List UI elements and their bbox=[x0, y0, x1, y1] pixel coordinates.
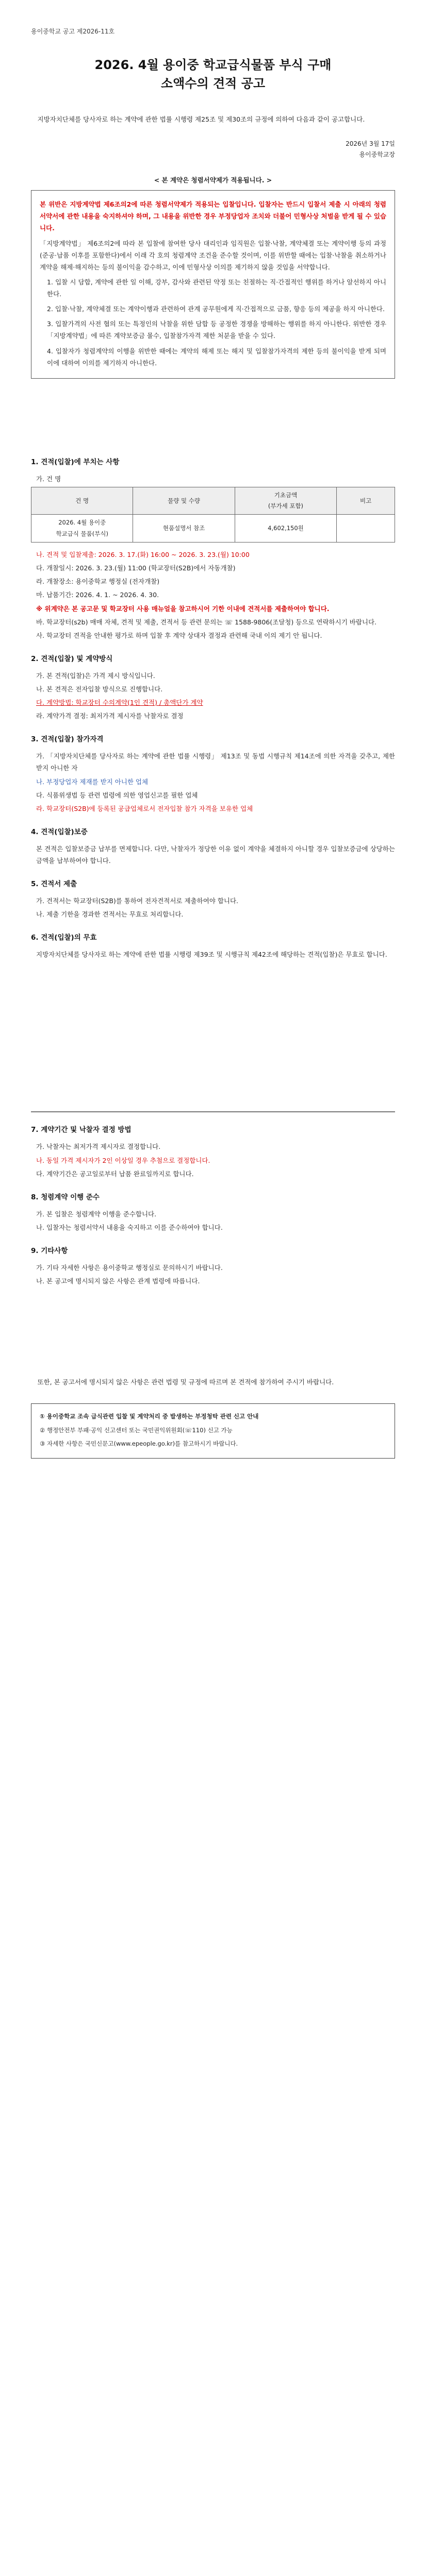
table-header-row bbox=[31, 487, 395, 515]
table-cell: 2026. 4월 용이중 학교급식 물품(부식) bbox=[31, 515, 133, 543]
section-2-title: 2. 견적(입찰) 및 계약방식 bbox=[31, 654, 113, 663]
table-cell: 현품설명서 참조 bbox=[133, 515, 235, 543]
section-3-list bbox=[31, 750, 395, 815]
section-9-list bbox=[31, 1262, 395, 1287]
table-cell: 4,602,150원 bbox=[235, 515, 336, 543]
section-5-list bbox=[31, 895, 395, 920]
list-item: 나. 동일 가격 제시자가 2인 이상일 경우 추첨으로 결정합니다. bbox=[36, 1156, 210, 1164]
section-9-title: 9. 기타사항 bbox=[31, 1247, 68, 1256]
list-item: 다. 식품위생법 등 관련 법령에 의한 영업신고를 필한 업체 bbox=[36, 791, 198, 799]
list-item: 다. 개찰일시: 2026. 3. 23.(월) 11:00 (학교장터(S2B)에서 자동개찰) bbox=[36, 564, 236, 572]
col-header: 비고 bbox=[337, 487, 395, 515]
list-item: 가. 「지방자치단체를 당사자로 하는 계약에 관한 법률 시행령」 제13조 및 동법 시행규칙 제14조에 의한 자격을 갖추고, 제한 받지 아니한 자 bbox=[36, 752, 395, 772]
footnote-item: ① 용이중학교 조속 급식관련 입찰 및 계약처리 중 발생하는 부정청탁 관련 신고 안내 bbox=[40, 1413, 259, 1420]
list-item: 라. 계약가격 결정: 최저가격 제시자를 낙찰자로 결정 bbox=[36, 712, 184, 720]
section-4-title: 4. 견적(입찰)보증 bbox=[31, 827, 88, 836]
list-item: 가. 낙찰자는 최저가격 제시자로 결정합니다. bbox=[36, 1143, 161, 1151]
list-item: 가. 본 견적(입찰)은 가격 제시 방식입니다. bbox=[36, 671, 155, 680]
section-6-title: 6. 견적(입찰)의 무효 bbox=[31, 934, 97, 942]
section-7-title: 7. 계약기간 및 낙찰자 결정 방법 bbox=[31, 1126, 132, 1134]
report-info-box bbox=[31, 1403, 395, 1458]
pledge-item: 2. 입찰·낙찰, 계약체결 또는 계약이행과 관련하여 관계 공무원에게 직·간접적으로 금품, 향응 등의 제공을 하지 아니한다. bbox=[47, 305, 385, 313]
list-item: 다. 계약방법: 학교장터 수의계약(1인 견적) / 총액단가 계약 bbox=[36, 699, 203, 707]
pledge-box bbox=[31, 190, 395, 379]
intro-text: 지방자치단체를 당사자로 하는 계약에 관한 법률 시행령 제25조 및 제30조의 규정에 의하여 다음과 같이 공고합니다. bbox=[37, 115, 365, 124]
table-cell bbox=[337, 515, 395, 543]
section-7-list bbox=[31, 1141, 395, 1179]
title-line-2: 소액수의 견적 공고 bbox=[160, 76, 266, 91]
page-title bbox=[31, 56, 395, 93]
list-item: 마. 납품기간: 2026. 4. 1. ~ 2026. 4. 30. bbox=[36, 591, 159, 599]
list-item: 나. 본 공고에 명시되지 않은 사항은 관계 법령에 따릅니다. bbox=[36, 1277, 200, 1285]
section-divider bbox=[31, 1111, 395, 1112]
list-item: 라. 학교장터(S2B)에 등록된 공급업체로서 전자입찰 참가 자격을 보유한 업체 bbox=[36, 804, 253, 812]
pledge-item: 4. 입찰자가 청렴계약의 이행을 위반한 때에는 계약의 해제 또는 해지 및 입찰참가자격의 제한 등의 불이익을 받게 되며 이에 대하여 이의를 제기하지 아니한다. bbox=[47, 347, 386, 367]
pledge-warning: 본 위반은 지방계약법 제6조의2에 따른 청렴서약제가 적용되는 입찰입니다. 입찰자는 반드시 입찰서 제출 시 아래의 청렴서약서에 관한 내용을 숙지하셔야 하며, 그 내용을 위반한 경우 부정당업자 조치와 더불어 민형사상 처벌을 받게 될 수 있습니다. bbox=[40, 200, 386, 232]
pledge-item: 3. 입찰가격의 사전 협의 또는 특정인의 낙찰을 위한 담합 등 공정한 경쟁을 방해하는 행위를 하지 아니한다. 위반한 경우 「지방계약법」에 따른 계약보증금 몰수, 입찰참가자격 제한 처분을 받을 수 있다. bbox=[47, 320, 386, 340]
pledge-box-title: < 본 계약은 청렴서약제가 적용됩니다. > bbox=[154, 176, 272, 184]
list-item: 나. 견적 및 입찰제출: 2026. 3. 17.(화) 16:00 ~ 2026. 3. 23.(월) 10:00 bbox=[36, 551, 250, 558]
list-item: 가. 본 입찰은 청렴계약 이행을 준수합니다. bbox=[36, 1210, 157, 1218]
list-item: 지방자치단체를 당사자로 하는 계약에 관한 법률 시행령 제39조 및 시행규칙 제42조에 해당하는 견적(입찰)은 무효로 합니다. bbox=[36, 951, 387, 959]
section-8-list bbox=[31, 1208, 395, 1233]
item-table bbox=[31, 487, 395, 543]
footnote-item: ③ 자세한 사항은 국민신문고(www.epeople.go.kr)를 참고하시기 바랍니다. bbox=[40, 1439, 238, 1447]
section-1-list bbox=[31, 549, 395, 641]
list-item: 다. 계약기간은 공고일로부터 납품 완료일까지로 합니다. bbox=[36, 1170, 194, 1178]
item-name-label: 가. 건 명 bbox=[36, 474, 61, 483]
list-item: 나. 입찰자는 청렴서약서 내용을 숙지하고 이를 준수하여야 합니다. bbox=[36, 1223, 223, 1231]
title-line-1: 2026. 4월 용이중 학교급식물품 부식 구매 bbox=[94, 58, 332, 73]
notice-signer: 용이중학교장 bbox=[359, 150, 395, 158]
list-item: 사. 학교장터 견적을 안내한 평가로 하며 입찰 후 계약 상대자 결정과 관련해 국내 이의 제기 안 됩니다. bbox=[36, 631, 322, 639]
section-1-title: 1. 견적(입찰)에 부치는 사항 bbox=[31, 457, 120, 466]
table-row bbox=[31, 515, 395, 543]
list-item: 본 견적은 입찰보증금 납부를 면제합니다. 다만, 낙찰자가 정당한 이유 없이 계약을 체결하지 아니할 경우 입찰보증금에 상당하는 금액을 납부하여야 합니다. bbox=[36, 844, 395, 865]
list-item: ※ 위계약은 본 공고문 및 학교장터 사용 매뉴얼을 참고하시어 기한 이내에 견적서를 제출하여야 합니다. bbox=[36, 604, 330, 613]
col-header: 건 명 bbox=[31, 487, 133, 515]
list-item: 가. 견적서는 학교장터(S2B)를 통하여 전자견적서로 제출하여야 합니다. bbox=[36, 897, 239, 905]
pledge-statement: 「지방계약법」 제6조의2에 따라 본 입찰에 참여한 당사 대리인과 임직원은 입찰·낙찰, 계약체결 또는 계약이행 등의 과정(준공·납품 이후를 포함한다)에서 이래 각 호의 청렴계약 조건을 준수할 것이며, 이를 위반할 때에는 입찰·낙찰을 취소하거나 계약을 해제·해지하는 등의 불이익을 감수하고, 이에 민형사상 이의를 제기하지 않을 것임을 서약합니다. bbox=[40, 239, 386, 271]
list-item: 나. 부정당업자 제재를 받지 아니한 업체 bbox=[36, 777, 149, 786]
col-header: 물량 및 수량 bbox=[133, 487, 235, 515]
pledge-item: 1. 입찰 시 담합, 계약에 관한 일 이해, 강부, 감사와 관련된 약정 또는 친절하는 직·간접적인 행위를 하거나 알선하지 아니한다. bbox=[47, 278, 386, 298]
list-item: 바. 학교장터(s2b) 매매 자체, 견적 및 제출, 견적서 등 관련 문의는 ☏ 1588-9806(조달청) 등으로 연락하시기 바랍니다. bbox=[36, 618, 377, 626]
notice-meta bbox=[31, 139, 395, 160]
section-6-list bbox=[31, 948, 395, 960]
col-header: 기초금액 (부가세 포함) bbox=[235, 487, 336, 515]
list-item: 나. 본 견적은 전자입찰 방식으로 진행합니다. bbox=[36, 685, 163, 693]
list-item: 나. 제출 기한을 경과한 견적서는 무효로 처리합니다. bbox=[36, 910, 184, 919]
notice-number: 용이중학교 공고 제2026-11호 bbox=[31, 28, 115, 35]
list-item: 가. 기타 자세한 사항은 용이중학교 행정실로 문의하시기 바랍니다. bbox=[36, 1264, 223, 1272]
section-8-title: 8. 청렴계약 이행 준수 bbox=[31, 1193, 100, 1201]
list-item: 라. 개찰장소: 용이중학교 행정실 (전자개찰) bbox=[36, 578, 160, 586]
closing-text: 또한, 본 공고서에 명시되지 않은 사항은 관련 법령 및 규정에 따르며 본 견적에 참가하여 주시기 바랍니다. bbox=[37, 1378, 334, 1386]
section-3-title: 3. 견적(입찰) 참가자격 bbox=[31, 735, 104, 744]
section-4-list bbox=[31, 843, 395, 867]
section-2-list bbox=[31, 670, 395, 722]
footnote-item: ② 행정안전부 부패·공익 신고센터 또는 국민권익위원회(☏110) 신고 가능 bbox=[40, 1426, 233, 1434]
notice-date: 2026년 3월 17일 bbox=[346, 140, 395, 148]
section-5-title: 5. 견적서 제출 bbox=[31, 880, 77, 889]
